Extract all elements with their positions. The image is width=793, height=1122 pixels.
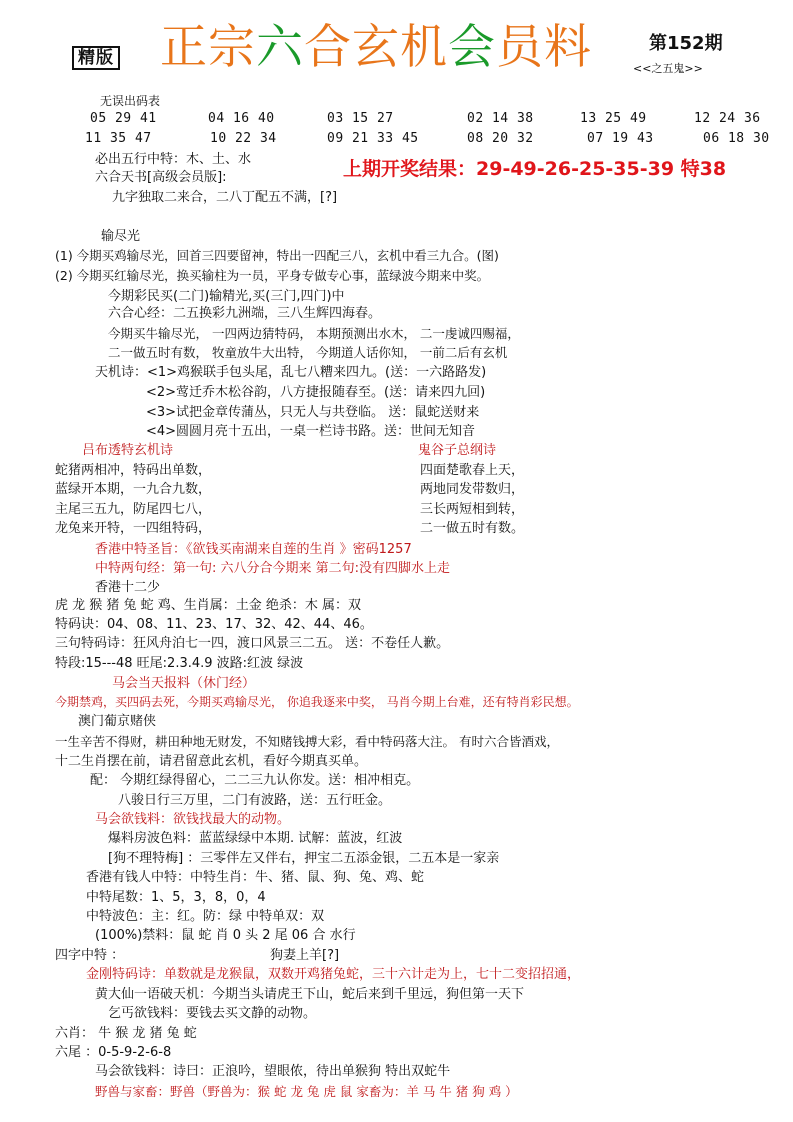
table-cell: 12 24 36 [694,111,761,126]
text-line: 特段:15---48 旺尾:2.3.4.9 波路:红波 绿波 [55,656,304,671]
text-line: 两地同发带数归， [420,482,525,497]
title-char: 会 [448,20,496,75]
text-line: 中特尾数：1、5，3，8，0，4 [86,890,266,905]
table-cell: 06 18 30 [703,131,770,146]
table-cell: 09 21 33 45 [327,131,419,146]
section-heading: 鬼谷子总纲诗 [418,443,497,458]
last-result: 上期开奖结果：29-49-26-25-35-39 特38 [343,158,727,180]
title-char: 正 [160,20,208,75]
text-line: <2>莺迁乔木松谷韵，八方捷报随春至。(送：请来四九回) [146,385,486,400]
text-line: 金刚特码诗：单数就是龙猴鼠，双数开鸡猪兔蛇，三十六计走为上，七十二变招招通， [86,967,581,982]
text-line: 三句特码诗：狂风舟泊七一四，渡口风景三二五。 送：不卷任人歉。 [55,636,450,651]
edition-badge: 精版 [72,46,120,70]
table-cell: 02 14 38 [467,111,534,126]
text-line: 一生辛苦不得财，耕田种地无财发，不知赌钱搏大彩，看中特码落大注。 有时六合皆酒戏， [55,734,559,749]
text-line: 六合心经：二五换彩九洲端，三八生辉四海春。 [108,306,382,321]
text-line: 天机诗：<1>鸡猴联手包头尾，乱七八糟来四九。(送：一六路路发) [95,365,487,380]
title-char: 玄 [352,20,400,75]
text-line: (2) 今期买红输尽光，换买输柱为一员，平身专做专心事，蓝绿波今期来中奖。 [55,268,490,283]
text-line: 配： 今期红绿得留心，二二三九认你发。送：相冲相克。 [90,773,420,788]
table-label: 无误出码表 [100,94,161,108]
section-heading: 吕布透特玄机诗 [82,443,174,458]
page-title [160,20,592,76]
text-line: 九字独取二来合，二八丁配五不满，[?] [112,190,338,205]
text-line: (100%)禁料：鼠 蛇 肖 0 头 2 尾 06 合 水行 [95,928,356,943]
title-char: 合 [304,20,352,75]
text-line: 爆料房波色料：蓝蓝绿绿中本期. 试解：蓝波，红波 [108,831,403,846]
text-line: 香港有钱人中特：中特生肖：牛、猪、鼠、狗、兔、鸡、蛇 [86,870,425,885]
issue-subtitle: <<之五鬼>> [633,62,703,75]
table-cell: 08 20 32 [467,131,534,146]
text-line: 十二生肖摆在前，请君留意此玄机，看好今期真买单。 [55,754,368,769]
text-line: 龙兔来开特，一四组特码， [55,521,212,536]
text-line: 马会欲钱料：诗曰：正浪吟，望眼侬，待出单猴狗 特出双蛇牛 [95,1064,451,1079]
table-cell: 10 22 34 [210,131,277,146]
title-char: 料 [544,20,592,75]
table-cell: 04 16 40 [208,111,275,126]
text-line: 蓝绿开本期，一九合九数， [55,482,212,497]
text-line: 今期买牛输尽光， 一四两边猜特码， 本期预测出水木， 二一虔诚四赐福， [108,326,520,341]
section-heading: 香港十二少 [95,580,161,595]
text-line: 主尾三五九，防尾四七八， [55,502,212,517]
text-line: 马会欲钱料：欲钱找最大的动物。 [95,812,291,827]
text-line: 二一做五时有数。 [420,521,525,536]
title-char: 六 [256,20,304,75]
title-char: 员 [496,20,544,75]
text-line: <4>圆圆月亮十五出，一桌一栏诗书路。送：世间无知音 [146,424,476,439]
text-line: 三长两短相到转， [420,502,525,517]
text-line: 四面楚歌春上天， [420,463,525,478]
text-line: 今期彩民买(二门)输精光,买(三门,四门)中 [108,289,345,304]
issue-number: 第152期 [649,33,723,54]
text-line: 二一做五时有数， 牧童放牛大出特， 今期道人话你知， 一前二后有玄机 [108,345,508,360]
text-line: 六尾 ：0-5-9-2-6-8 [55,1045,172,1060]
text-line: [狗不理特梅] ：三零伴左又伴右，押宝二五添金银，二五本是一家亲 [108,851,500,866]
title-char: 宗 [208,20,256,75]
text-line: 虎 龙 猴 猪 兔 蛇 鸡、生肖属：土金 绝杀：木 属：双 [55,598,362,613]
text-line: 蛇猪两相冲，特码出单数， [55,463,212,478]
table-cell: 07 19 43 [587,131,654,146]
text-line: 黄大仙一语破天机：今期当头请虎王下山，蛇后来到千里远，狗但第一天下 [95,987,525,1002]
text-line: 特码诀：04、08、11、23、17、32、42、44、46。 [55,617,373,632]
text-line: 六肖： 牛 猴 龙 猪 兔 蛇 [55,1026,197,1041]
text-line: 必出五行中特：木、土、水 [95,152,252,167]
text-line: 香港中特圣旨：《欲钱买南湖来自莲的生肖 》密码1257 [95,542,412,557]
table-cell: 11 35 47 [85,131,152,146]
text-line: <3>试把金章传蒲丛，只无人与共登临。 送：鼠蛇送财来 [146,405,480,420]
text-line: 乞丐欲钱料：要钱去买文静的动物。 [108,1006,317,1021]
text-line: 中特两句经：第一句: 六八分合今期来 第二句:没有四脚水上走 [95,561,451,576]
section-heading: 马会当天报料（休门经） [112,676,256,691]
section-heading: 输尽光 [101,229,141,244]
text-line: 六合天书[高级会员版]: [95,170,227,185]
text-line: 狗妻上羊[?] [270,948,340,963]
text-line: 野兽与家畜：野兽（野兽为：猴 蛇 龙 兔 虎 鼠 家畜为：羊 马 牛 猪 狗 鸡 ） [95,1084,518,1099]
text-line: 八骏日行三万里，二门有波路，送：五行旺金。 [118,793,392,808]
title-char: 机 [400,20,448,75]
section-heading: 澳门葡京赌侠 [78,714,157,729]
text-line: 今期禁鸡，买四码去死，今期买鸡输尽光， 你追我逐来中奖， 马肖今期上台难，还有特肖彩民想。 [55,695,579,709]
text-line: (1) 今期买鸡输尽光，回首三四要留神，特出一四配三八，玄机中看三九合。(图) [55,248,499,263]
text-line: 中特波色：主：红。防：绿 中特单双：双 [86,909,325,924]
table-cell: 05 29 41 [90,111,157,126]
table-cell: 03 15 27 [327,111,394,126]
text-line: 四字中特 ： [55,948,125,963]
table-cell: 13 25 49 [580,111,647,126]
